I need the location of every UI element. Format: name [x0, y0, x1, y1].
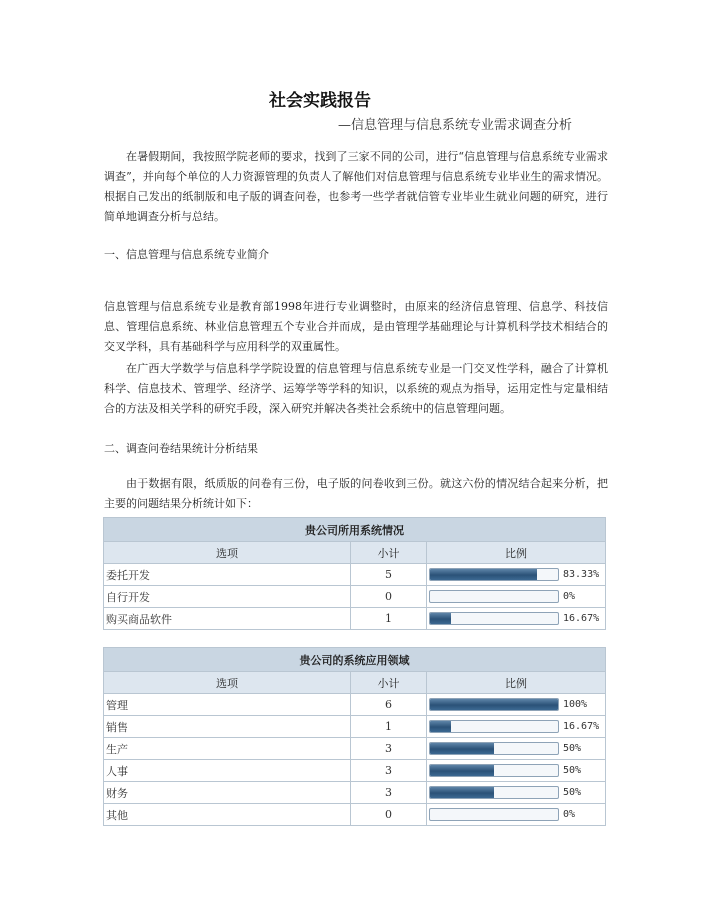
ratio-bar: [429, 786, 559, 799]
ratio-bar-fill: [430, 721, 451, 732]
ratio-bar-fill: [430, 743, 494, 754]
table-row: [104, 804, 606, 826]
column-header-ratio: 比例: [427, 542, 606, 564]
section1-paragraph-1: 信息管理与信息系统专业是教育部1998年进行专业调整时，由原来的经济信息管理、信息学、科技信息、管理信息系统、林业信息管理五个专业合并而成，是由管理学基础理论与计算机科学技术相结合的交叉学科，具有基础科学与应用科学的双重属性。: [104, 300, 608, 353]
ratio-bar-fill: [430, 765, 494, 776]
option-count: 3: [351, 782, 427, 804]
column-header-ratio: 比例: [427, 672, 606, 694]
option-name: 销售: [104, 716, 351, 738]
ratio-percent: 50%: [563, 765, 582, 776]
intro-paragraph: 在暑假期间，我按照学院老师的要求，找到了三家不同的公司，进行“信息管理与信息系统专业需求调查”，并向每个单位的人力资源管理的负责人了解他们对信息管理与信息系统专业毕业生的需求情况。根据自己发出的纸制版和电子版的调查问卷，也参考一些学者就信管专业毕业生就业问题的研究，进行简单地调查分析与总结。: [104, 150, 608, 223]
section2-paragraph-1: 由于数据有限，纸质版的问卷有三份，电子版的问卷收到三份。就这六份的情况结合起来分析，把主要的问题结果分析统计如下：: [104, 477, 608, 510]
table-row: [104, 782, 606, 804]
option-count: 0: [351, 586, 427, 608]
ratio-bar: [429, 568, 559, 581]
ratio-bar: [429, 590, 559, 603]
option-name: 人事: [104, 760, 351, 782]
ratio-percent: 0%: [563, 809, 576, 820]
table-row: [104, 716, 606, 738]
option-name: 财务: [104, 782, 351, 804]
table-caption: 贵公司所用系统情况: [104, 518, 606, 542]
option-count: 6: [351, 694, 427, 716]
ratio-percent: 83.33%: [563, 569, 600, 580]
option-count: 1: [351, 716, 427, 738]
option-name: 委托开发: [104, 564, 351, 586]
report-title: 社会实践报告: [269, 91, 371, 111]
section1-heading: 一、信息管理与信息系统专业简介: [104, 248, 269, 261]
option-name: 管理: [104, 694, 351, 716]
ratio-percent: 50%: [563, 787, 582, 798]
ratio-bar-fill: [430, 699, 558, 710]
ratio-percent: 16.67%: [563, 721, 600, 732]
ratio-bar: [429, 720, 559, 733]
option-name: 生产: [104, 738, 351, 760]
option-count: 1: [351, 608, 427, 630]
section1-paragraph-2: 在广西大学数学与信息科学学院设置的信息管理与信息系统专业是一门交叉性学科，融合了计算机科学、信息技术、管理学、经济学、运筹学等学科的知识，以系统的观点为指导，运用定性与定量相结合的方法及相关学科的研究手段，深入研究并解决各类社会系统中的信息管理问题。: [104, 362, 608, 415]
ratio-bar-fill: [430, 569, 537, 580]
table-row: [104, 564, 606, 586]
ratio-bar: [429, 808, 559, 821]
ratio-percent: 16.67%: [563, 613, 600, 624]
column-header-option: 选项: [104, 542, 351, 564]
table-row: [104, 760, 606, 782]
report-subtitle: —信息管理与信息系统专业需求调查分析: [338, 118, 573, 133]
table-row: [104, 608, 606, 630]
column-header-count: 小计: [351, 672, 427, 694]
option-count: 3: [351, 738, 427, 760]
column-header-option: 选项: [104, 672, 351, 694]
table-row: [104, 694, 606, 716]
option-name: 购买商品软件: [104, 608, 351, 630]
table-row: [104, 586, 606, 608]
ratio-percent: 50%: [563, 743, 582, 754]
ratio-bar: [429, 764, 559, 777]
system-usage-table: [103, 517, 606, 630]
ratio-percent: 0%: [563, 591, 576, 602]
section2-heading: 二、调查问卷结果统计分析结果: [104, 442, 258, 455]
option-name: 其他: [104, 804, 351, 826]
column-header-count: 小计: [351, 542, 427, 564]
application-domain-table: [103, 647, 606, 826]
option-count: 0: [351, 804, 427, 826]
table-row: [104, 738, 606, 760]
option-count: 3: [351, 760, 427, 782]
ratio-bar: [429, 742, 559, 755]
ratio-bar: [429, 612, 559, 625]
ratio-percent: 100%: [563, 699, 588, 710]
ratio-bar: [429, 698, 559, 711]
ratio-bar-fill: [430, 613, 451, 624]
option-count: 5: [351, 564, 427, 586]
table-caption: 贵公司的系统应用领域: [104, 648, 606, 672]
ratio-bar-fill: [430, 787, 494, 798]
option-name: 自行开发: [104, 586, 351, 608]
